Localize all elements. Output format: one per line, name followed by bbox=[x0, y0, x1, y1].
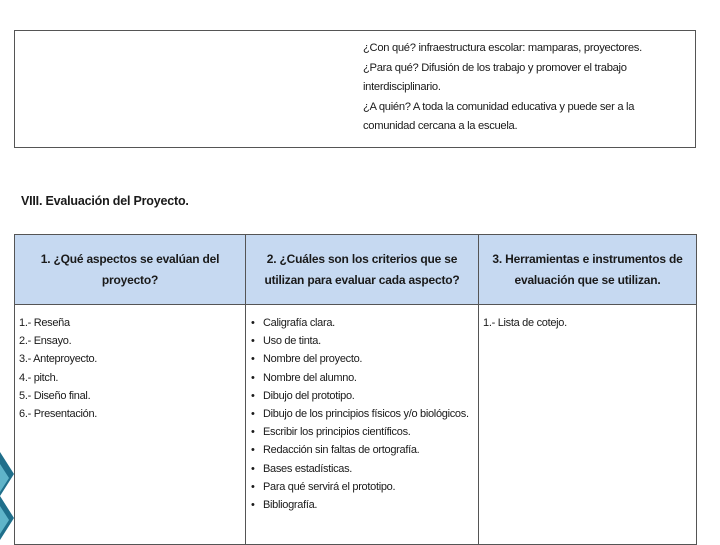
info-line: comunidad cercana a la escuela. bbox=[363, 120, 518, 132]
list-item: • Bibliografía. bbox=[250, 496, 474, 514]
tools-list bbox=[483, 314, 692, 332]
criteria-list bbox=[250, 314, 474, 514]
list-item: • Bases estadísticas. bbox=[250, 460, 474, 478]
list-item: • Nombre del proyecto. bbox=[250, 350, 474, 368]
info-line: interdisciplinario. bbox=[363, 81, 441, 93]
list-item: • Uso de tinta. bbox=[250, 332, 474, 350]
info-line: ¿Con qué? infraestructura escolar: mamparas, proyectores. bbox=[363, 42, 642, 54]
section-title: VIII. Evaluación del Proyecto. bbox=[21, 194, 189, 208]
list-item: 1.- Reseña bbox=[19, 317, 70, 329]
list-item: 2.- Ensayo. bbox=[19, 335, 72, 348]
info-box-text bbox=[363, 39, 693, 137]
list-item: • Dibujo de los principios físicos y/o biológicos. bbox=[250, 405, 474, 423]
list-item: • Escribir los principios científicos. bbox=[250, 423, 474, 441]
info-line: ¿Para qué? Difusión de los trabajo y promover el trabajo bbox=[363, 61, 627, 74]
evaluation-table bbox=[14, 234, 697, 545]
info-line: ¿A quién? A toda la comunidad educativa y puede ser a la bbox=[363, 100, 635, 113]
list-item: • Nombre del alumno. bbox=[250, 369, 474, 387]
list-item: • Caligrafía clara. bbox=[250, 314, 474, 332]
list-item: 5.- Diseño final. bbox=[19, 389, 91, 402]
criteria-cell bbox=[246, 305, 479, 545]
tools-cell bbox=[479, 305, 697, 545]
aspects-list bbox=[19, 314, 241, 423]
list-item: 4.- pitch. bbox=[19, 371, 59, 384]
table-header-row bbox=[15, 235, 697, 305]
list-item: • Para qué servirá el prototipo. bbox=[250, 478, 474, 496]
list-item: 1.- Lista de cotejo. bbox=[483, 317, 567, 329]
info-box bbox=[14, 30, 696, 148]
list-item: • Redacción sin faltas de ortografía. bbox=[250, 441, 474, 459]
table-row bbox=[15, 305, 697, 545]
header-criteria: 2. ¿Cuáles son los criterios que se utilizan para evaluar cada aspecto? bbox=[246, 235, 479, 305]
list-item: • Dibujo del prototipo. bbox=[250, 387, 474, 405]
list-item: 6.- Presentación. bbox=[19, 408, 98, 421]
list-item: 3.- Anteproyecto. bbox=[19, 353, 98, 366]
aspects-cell bbox=[15, 305, 246, 545]
slide-arrow-icon bbox=[0, 452, 20, 540]
header-aspects: 1. ¿Qué aspectos se evalúan del proyecto? bbox=[15, 235, 246, 305]
header-tools: 3. Herramientas e instrumentos de evaluación que se utilizan. bbox=[479, 235, 697, 305]
